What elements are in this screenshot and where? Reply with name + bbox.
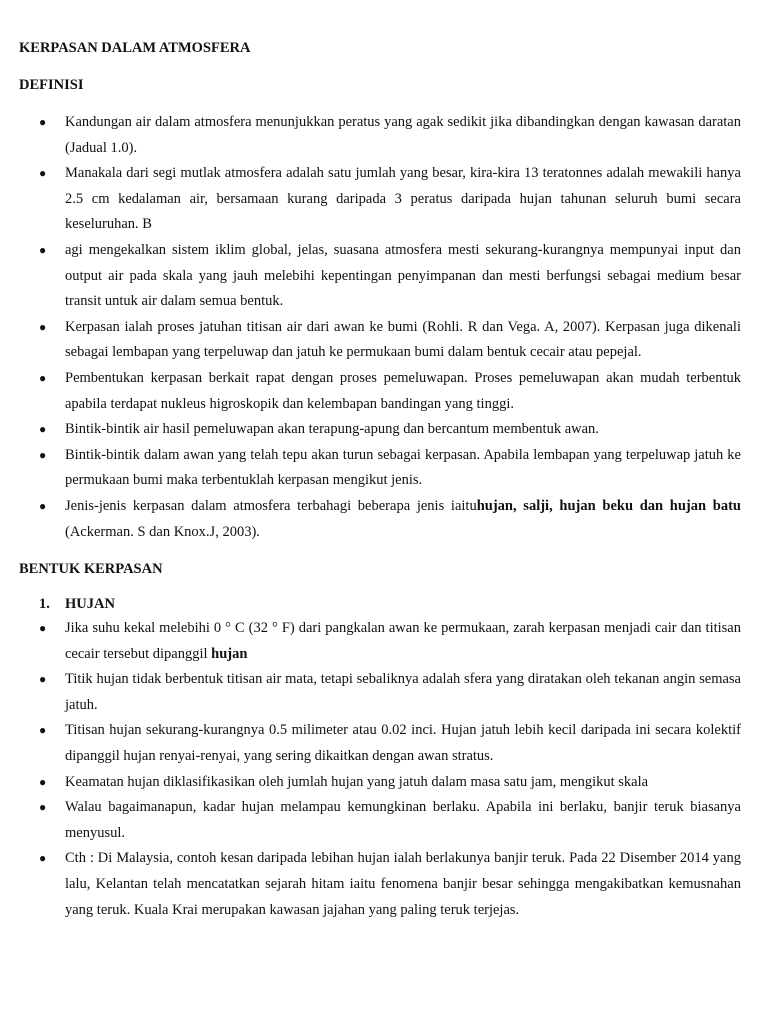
list-item: ● Keamatan hujan diklasifikasikan oleh jumlah hujan yang jatuh dalam masa satu jam, mengikut skala (19, 770, 741, 796)
hujan-bold: hujan (211, 645, 248, 662)
list-item: ● Pembentukan kerpasan berkait rapat dengan proses pemeluwapan. Proses pemeluwapan akan mudah terbentuk apabila terdapat nukleus higroskopik dan kelembapan bandingan yang tinggi. (19, 366, 741, 417)
bullet-icon: ● (39, 672, 47, 687)
subsection-hujan (19, 592, 741, 616)
bullet-icon: ● (39, 242, 47, 257)
bullet-icon: ● (39, 723, 47, 738)
list-item: ● Jenis-jenis kerpasan dalam atmosfera terbahagi beberapa jenis iaituhujan, salji, hujan beku dan hujan batu (Ackerman. S dan Knox.J, 2003). (19, 494, 741, 545)
bullet-icon: ● (39, 370, 47, 385)
list-item: ● Cth : Di Malaysia, contoh kesan daripada lebihan hujan ialah berlakunya banjir teruk. Pada 22 Disember 2014 yang lalu, Kelantan telah mencatatkan sejarah hitam iaitu fenomena banjir besar sehingga mengakibatkan kemusnahan yang teruk. Kuala Krai merupakan kawasan jajahan yang paling teruk terjejas. (19, 846, 741, 923)
subsection-title: HUJAN (65, 596, 115, 613)
bullet-icon: ● (39, 498, 47, 513)
jenis-kerpasan-bold: hujan, salji, hujan beku dan hujan batu (476, 497, 741, 514)
list-item: ● Titisan hujan sekurang-kurangnya 0.5 milimeter atau 0.02 inci. Hujan jatuh lebih kecil daripada ini secara kolektif dipanggil hujan renyai-renyai, yang sering dikaitkan dengan awan stratus. (19, 718, 741, 769)
hujan-list (19, 616, 741, 923)
document-title: KERPASAN DALAM ATMOSFERA (19, 40, 251, 56)
bullet-icon: ● (39, 800, 47, 815)
list-item: ● Kandungan air dalam atmosfera menunjukkan peratus yang agak sedikit jika dibandingkan dengan kawasan daratan (Jadual 1.0). (19, 110, 741, 161)
bullet-icon: ● (39, 422, 47, 437)
bullet-icon: ● (39, 115, 47, 129)
bullet-icon: ● (39, 851, 47, 866)
bullet-icon: ● (39, 621, 47, 636)
list-item: ● Bintik-bintik air hasil pemeluwapan akan terapung-apung dan bercantum membentuk awan. (19, 417, 741, 443)
bentuk-heading: BENTUK KERPASAN (19, 561, 163, 578)
list-item: ● agi mengekalkan sistem iklim global, jelas, suasana atmosfera mesti sekurang-kurangnya mempunyai input dan output air pada skala yang jauh melebihi kepentingan penyimpanan dan mesti berfungsi sebagai medium besar transit untuk air dalam semua bentuk. (19, 238, 741, 315)
subsection-number: 1. (39, 596, 50, 613)
bullet-icon: ● (39, 166, 47, 181)
list-item: ● Manakala dari segi mutlak atmosfera adalah satu jumlah yang besar, kira-kira 13 teratonnes adalah mewakili hanya 2.5 cm kedalaman air, bersamaan kurang daripada 3 peratus daripada hujan tahunan seluruh bumi secara keseluruhan. B (19, 161, 741, 238)
bullet-icon: ● (39, 774, 47, 789)
list-item: ● Jika suhu kekal melebihi 0 ° C (32 ° F) dari pangkalan awan ke permukaan, zarah kerpasan menjadi cair dan titisan cecair tersebut dipanggil hujan (19, 616, 741, 667)
definisi-list (19, 110, 741, 545)
list-item: ● Titik hujan tidak berbentuk titisan air mata, tetapi sebaliknya adalah sfera yang diratakan oleh tekanan angin semasa jatuh. (19, 667, 741, 718)
list-item: ● Bintik-bintik dalam awan yang telah tepu akan turun sebagai kerpasan. Apabila lembapan yang terpeluwap jatuh ke permukaan bumi maka terbentuklah kerpasan mengikut jenis. (19, 443, 741, 494)
definisi-heading: DEFINISI (19, 77, 84, 93)
bullet-icon: ● (39, 447, 47, 462)
list-item: ● Kerpasan ialah proses jatuhan titisan air dari awan ke bumi (Rohli. R dan Vega. A, 2007). Kerpasan juga dikenali sebagai lembapan yang terpeluwap dan jatuh ke permukaan bumi dalam bentuk cecair atau pepejal. (19, 315, 741, 366)
list-item: ● Walau bagaimanapun, kadar hujan melampau kemungkinan berlaku. Apabila ini berlaku, banjir teruk biasanya menyusul. (19, 795, 741, 846)
bullet-icon: ● (39, 319, 47, 334)
